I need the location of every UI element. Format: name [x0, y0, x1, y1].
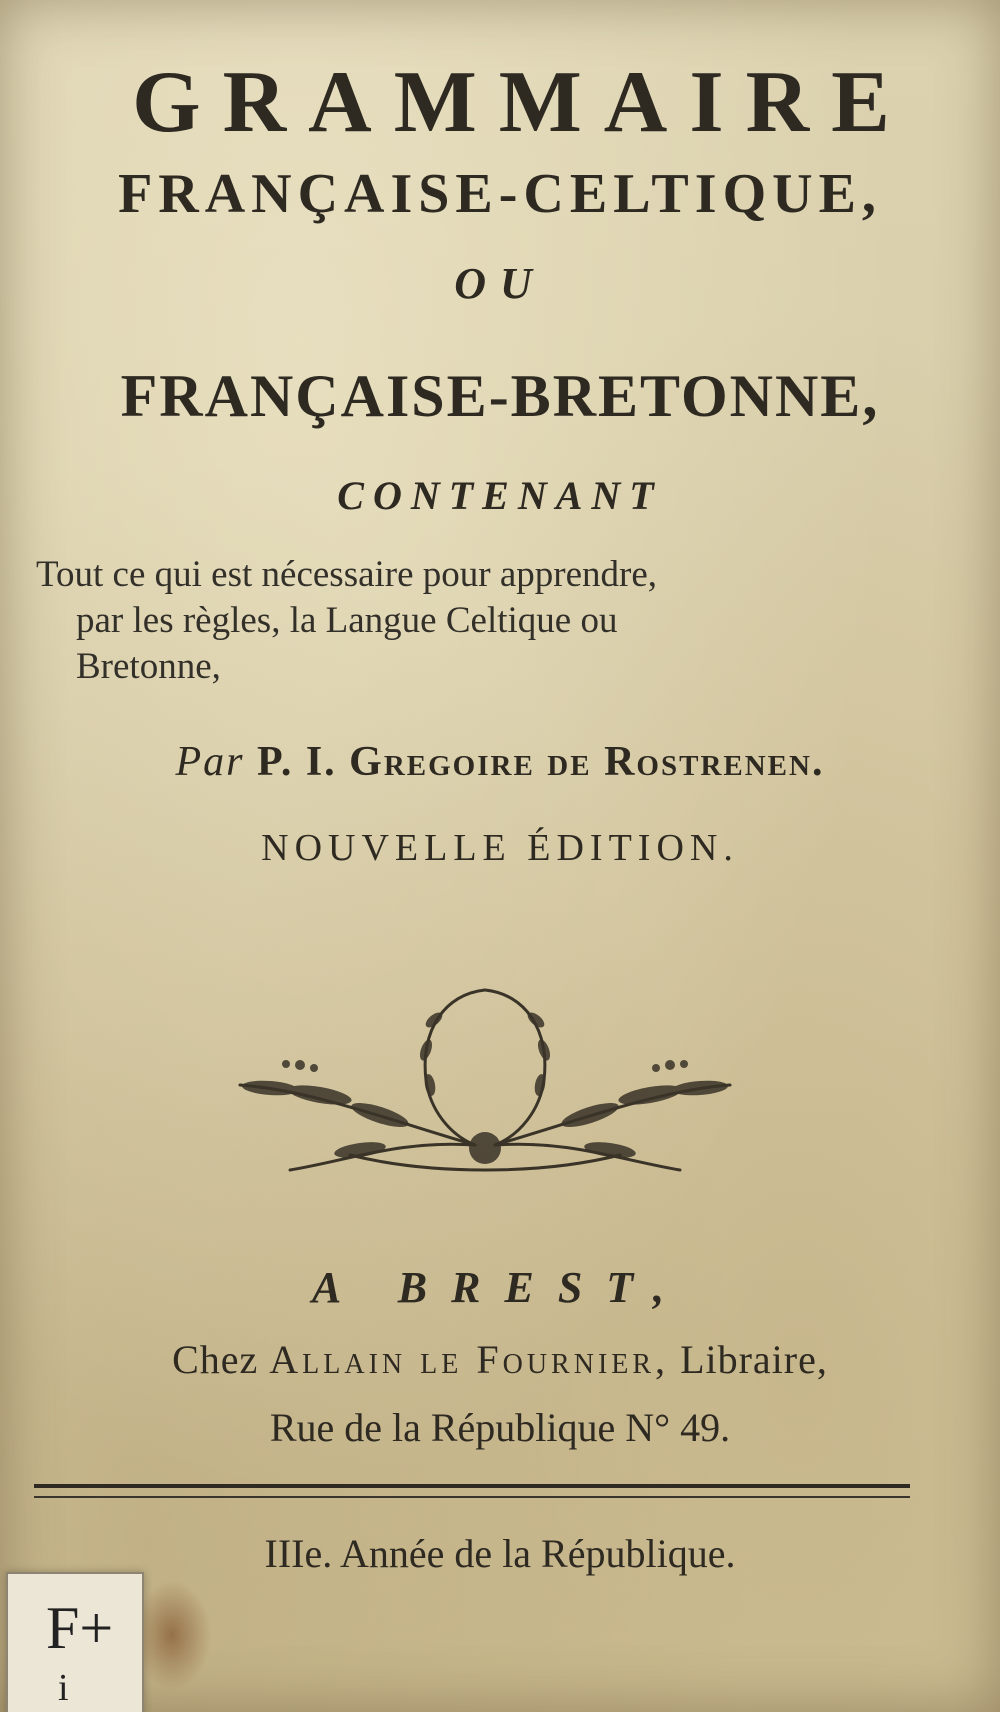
shelf-mark-sub: i	[58, 1667, 69, 1709]
publisher-role: Libraire,	[680, 1337, 828, 1382]
author-name: Gregoire de Rostrenen.	[349, 739, 825, 785]
description-paragraph	[36, 552, 946, 690]
description-line-3: Bretonne,	[76, 646, 221, 687]
author-line	[0, 738, 1000, 786]
publication-date: IIIe. Année de la République.	[264, 1531, 736, 1576]
subtitle-francaise-celtique: FRANÇAISE-CELTIQUE,	[118, 163, 882, 225]
description-line-1: Tout ce qui est nécessaire pour apprendre,	[36, 554, 658, 595]
description-line-2: par les règles, la Langue Celtique ou	[76, 600, 618, 641]
contenant-heading: CONTENANT	[337, 473, 663, 518]
subtitle-francaise-bretonne: FRANÇAISE-BRETONNE,	[120, 363, 880, 429]
imprint-address: Rue de la République N° 49.	[269, 1405, 731, 1450]
shelf-mark: F+	[46, 1595, 114, 1661]
publisher-name: Allain le Fournier,	[269, 1337, 670, 1382]
edition-line: NOUVELLE ÉDITION.	[261, 827, 739, 869]
book-title: GRAMMAIRE	[132, 54, 912, 151]
divider-rule-thick	[34, 1484, 910, 1488]
divider-rule-thin	[34, 1496, 910, 1498]
author-initials: P. I.	[257, 739, 337, 785]
subtitle-conjunction: OU	[454, 259, 546, 308]
imprint-publisher-line	[0, 1336, 1000, 1383]
paper-stain	[132, 1580, 212, 1690]
imprint-place: A BREST,	[311, 1263, 689, 1312]
author-prefix: Par	[175, 739, 245, 785]
wreath-ornament-icon	[230, 970, 740, 1190]
publisher-prefix: Chez	[172, 1337, 259, 1382]
library-shelf-label	[6, 1572, 144, 1712]
